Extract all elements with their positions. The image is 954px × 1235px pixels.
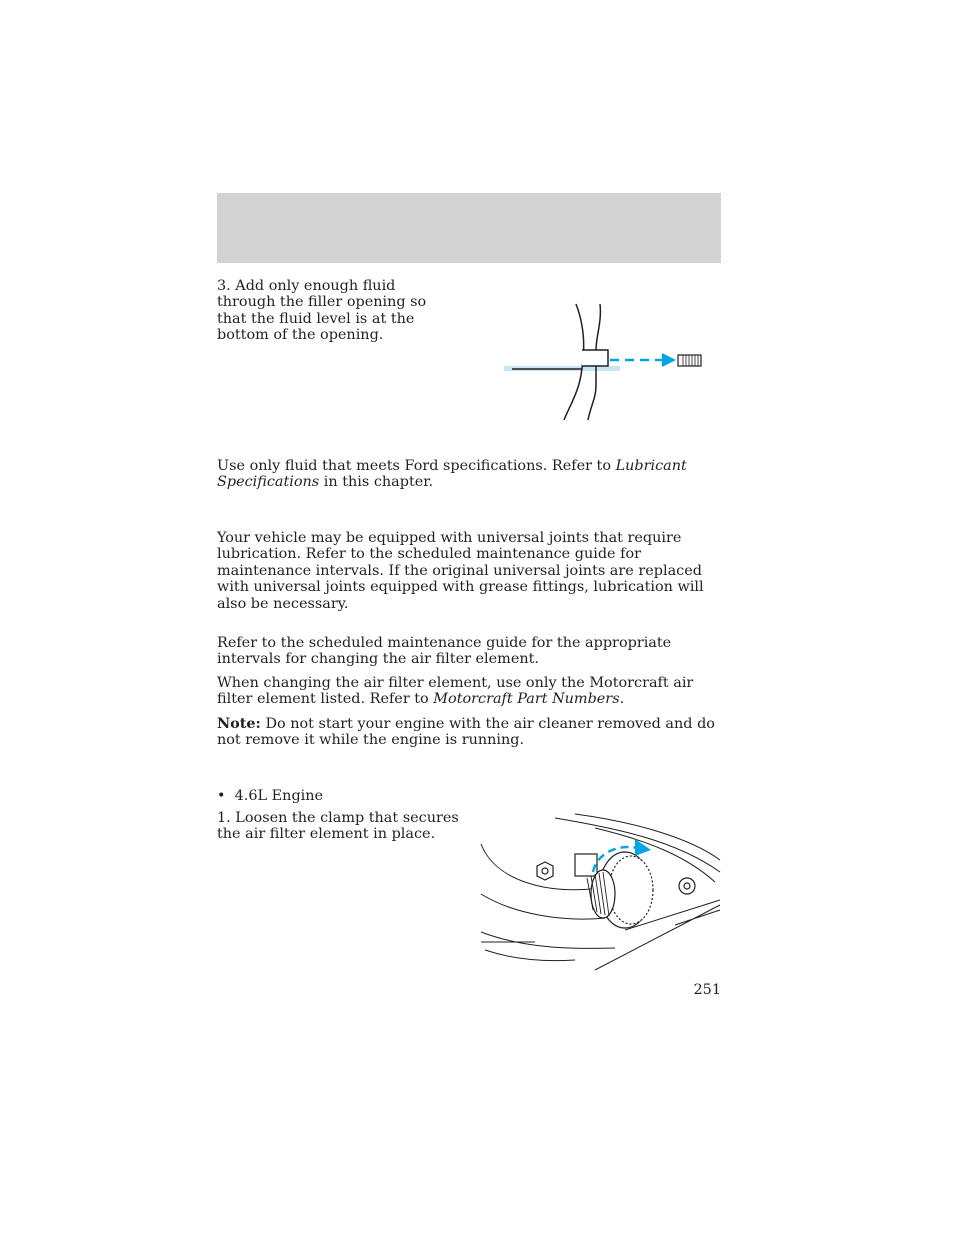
- air-filter-clamp-illustration: [475, 810, 725, 975]
- engine-bullet: • 4.6L Engine: [217, 788, 324, 804]
- universal-joints-paragraph: Your vehicle may be equipped with universal joints that require lubrication. Refer to the scheduled maintenance guide for maintenance intervals. If the original universal joints are replaced with universal joints equipped with grease fittings, lubrication will also be necessary.: [217, 530, 704, 612]
- step-1-text: 1. Loosen the clamp that secures the air filter element in place.: [217, 810, 459, 843]
- fluid-spec-paragraph: Use only fluid that meets Ford specifications. Refer to Lubricant Specifications in this chapter.: [217, 458, 687, 491]
- air-filter-intervals-paragraph: Refer to the scheduled maintenance guide for the appropriate intervals for changing the air filter element.: [217, 635, 672, 668]
- filter-housing-ring: [609, 856, 653, 924]
- filler-plug-icon: [678, 355, 701, 366]
- note-paragraph: Note: Do not start your engine with the air cleaner removed and do not remove it while the engine is running.: [217, 715, 715, 749]
- page-number: 251: [693, 982, 721, 998]
- case-wall-outer: [564, 304, 584, 420]
- filler-opening: [582, 350, 608, 366]
- nut-center: [542, 868, 548, 874]
- corrugated-hose-end: [591, 870, 615, 918]
- note-label: Note:: [217, 715, 261, 732]
- arrow-head-icon: [662, 353, 676, 367]
- bullet-icon: •: [217, 788, 226, 804]
- intake-tube-lower: [481, 894, 605, 919]
- header-band: [217, 193, 721, 263]
- step-3-text: 3. Add only enough fluid through the filler opening so that the fluid level is at the bottom of the opening.: [217, 278, 427, 344]
- fluid-fill-illustration: [500, 300, 710, 425]
- mount-bolt-center: [684, 883, 690, 889]
- motorcraft-part-numbers-ref: Motorcraft Part Numbers: [433, 691, 620, 708]
- clamp-bracket: [575, 854, 597, 876]
- air-filter-motorcraft-paragraph: When changing the air filter element, use only the Motorcraft air filter element listed. Refer to Motorcraft Part Numbers.: [217, 675, 694, 708]
- lower-frame-lines: [481, 932, 615, 961]
- lubricant-specifications-ref: Lubricant Specifications: [217, 458, 687, 491]
